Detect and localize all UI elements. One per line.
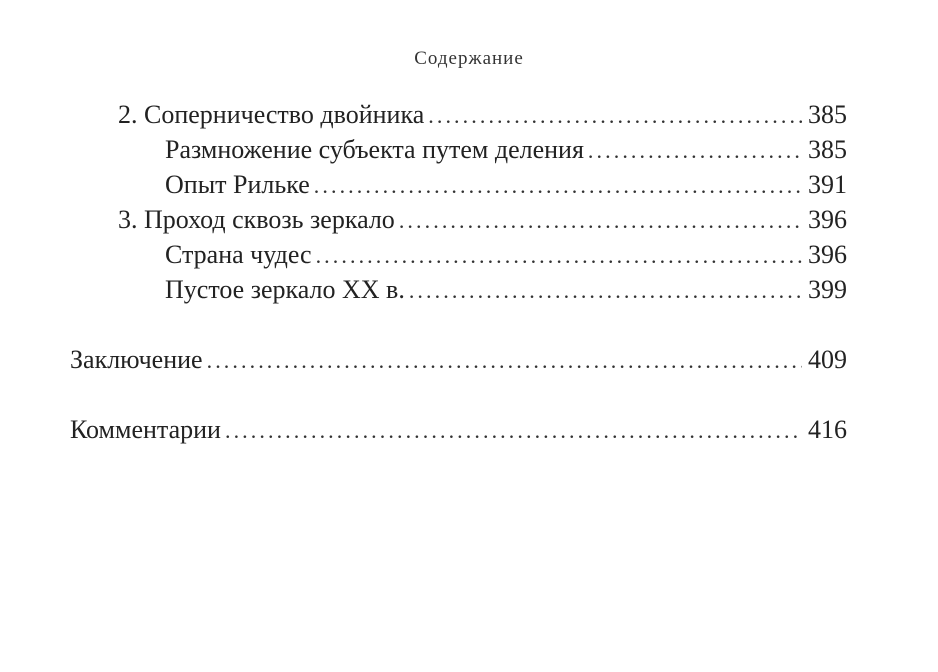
dot-leader xyxy=(207,343,802,378)
dot-leader xyxy=(314,168,802,203)
toc-entry-subsection xyxy=(70,237,847,272)
toc-entry-page: 399 xyxy=(808,275,847,304)
toc-entry-title: Пустое зеркало XX в. xyxy=(165,275,405,304)
toc-entry-chapter xyxy=(70,342,847,377)
toc-entry-page: 396 xyxy=(808,240,847,269)
toc-entry-subsection xyxy=(70,167,847,202)
toc-entry-page: 396 xyxy=(808,205,847,234)
dot-leader xyxy=(428,98,802,133)
toc-entry-title: Заключение xyxy=(70,345,203,374)
toc-entry-page: 391 xyxy=(808,170,847,199)
toc-entry-title: Страна чудес xyxy=(165,240,312,269)
toc-entry-page: 385 xyxy=(808,135,847,164)
toc-entry-title: 3. Проход сквозь зеркало xyxy=(118,205,395,234)
toc-entry-title: Опыт Рильке xyxy=(165,170,310,199)
toc-entry-title: Комментарии xyxy=(70,415,221,444)
dot-leader xyxy=(409,273,802,308)
toc-entry-title: 2. Соперничество двойника xyxy=(118,100,425,129)
dot-leader xyxy=(588,133,802,168)
toc-entry-chapter xyxy=(70,412,847,447)
toc-entry-title: Размножение субъекта путем деления xyxy=(165,135,584,164)
toc-entry-page: 385 xyxy=(808,100,847,129)
table-of-contents xyxy=(70,97,847,447)
toc-entry-page: 416 xyxy=(808,415,847,444)
dot-leader xyxy=(399,203,802,238)
toc-entry-subsection xyxy=(70,272,847,307)
running-head: Содержание xyxy=(414,48,524,69)
dot-leader xyxy=(316,238,802,273)
toc-entry-section xyxy=(70,202,847,237)
toc-entry-subsection xyxy=(70,132,847,167)
dot-leader xyxy=(225,413,802,448)
toc-entry-section xyxy=(70,97,847,132)
toc-entry-page: 409 xyxy=(808,345,847,374)
